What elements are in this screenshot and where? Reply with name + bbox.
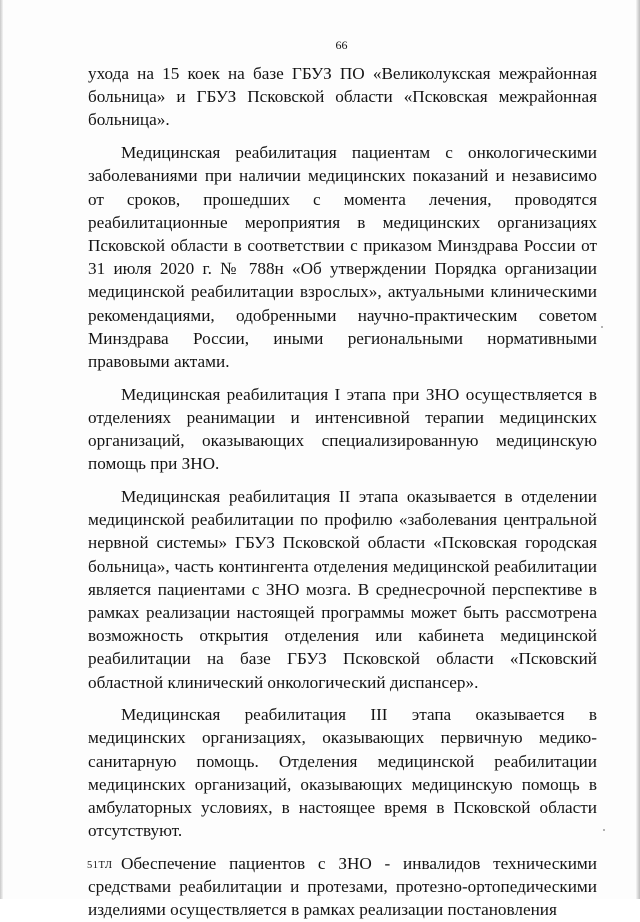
page-number: 66 [335,38,348,52]
scan-speck [603,829,605,831]
paragraph-technical-means: Обеспечение пациентов с ЗНО - инвалидов техническими средствами реабилитации и протезами, протезно-ортопедическими изделиями осуществляется в рамках реализации постановления [88,854,597,920]
paragraph-rehabilitation-stage-2: Медицинская реабилитация II этапа оказывается в отделении медицинской реабилитации по профилю «заболевания центральной нервной системы» ГБУЗ Псковской области «Псковская городская больница», часть контингента отделения медицинской реабилитации является пациентами с ЗНО мозга. В среднесрочной перспективе в рамках реализации настоящей программы может быть рассмотрена возможность открытия отделения или кабинета медицинской реабилитации на базе ГБУЗ Псковской области «Псковский областной клинический онкологический диспансер». [88,486,597,692]
scan-edge-left [0,0,3,899]
scan-edge-right [636,0,640,899]
paragraph-continuation: ухода на 15 коек на базе ГБУЗ ПО «Великолукская межрайонная больница» и ГБУЗ Псковской области «Псковская межрайонная больница». [88,64,597,130]
body-text [88,62,597,922]
paragraph-rehabilitation-stage-1: Медицинская реабилитация I этапа при ЗНО осуществляется в отделениях реанимации и интенсивной терапии медицинских организаций, оказывающих специализированную медицинскую помощь при ЗНО. [88,384,597,474]
scan-speck [601,326,603,328]
paragraph-rehabilitation-general: Медицинская реабилитация пациентам с онкологическими заболеваниями при наличии медицинских показаний и независимо от сроков, прошедших с момента лечения, проводятся реабилитационные мероприятия в медицинских организациях Псковской области в соответствии с приказом Минздрава России от 31 июля 2020 г. № 788н «Об утверждении Порядка организации медицинской реабилитации взрослых», актуальными клиническими рекомендациями, одобренными научно-практическим советом Минздрава России, иными региональными нормативными правовыми актами. [88,143,597,371]
footer-document-code: 51ТЛ [87,860,113,871]
paragraph-rehabilitation-stage-3: Медицинская реабилитация III этапа оказывается в медицинских организациях, оказывающих первичную медико-санитарную помощь. Отделения медицинской реабилитации медицинских организаций, оказывающих медицинскую помощь в амбулаторных условиях, в настоящее время в Псковской области отсутствуют. [88,705,597,841]
